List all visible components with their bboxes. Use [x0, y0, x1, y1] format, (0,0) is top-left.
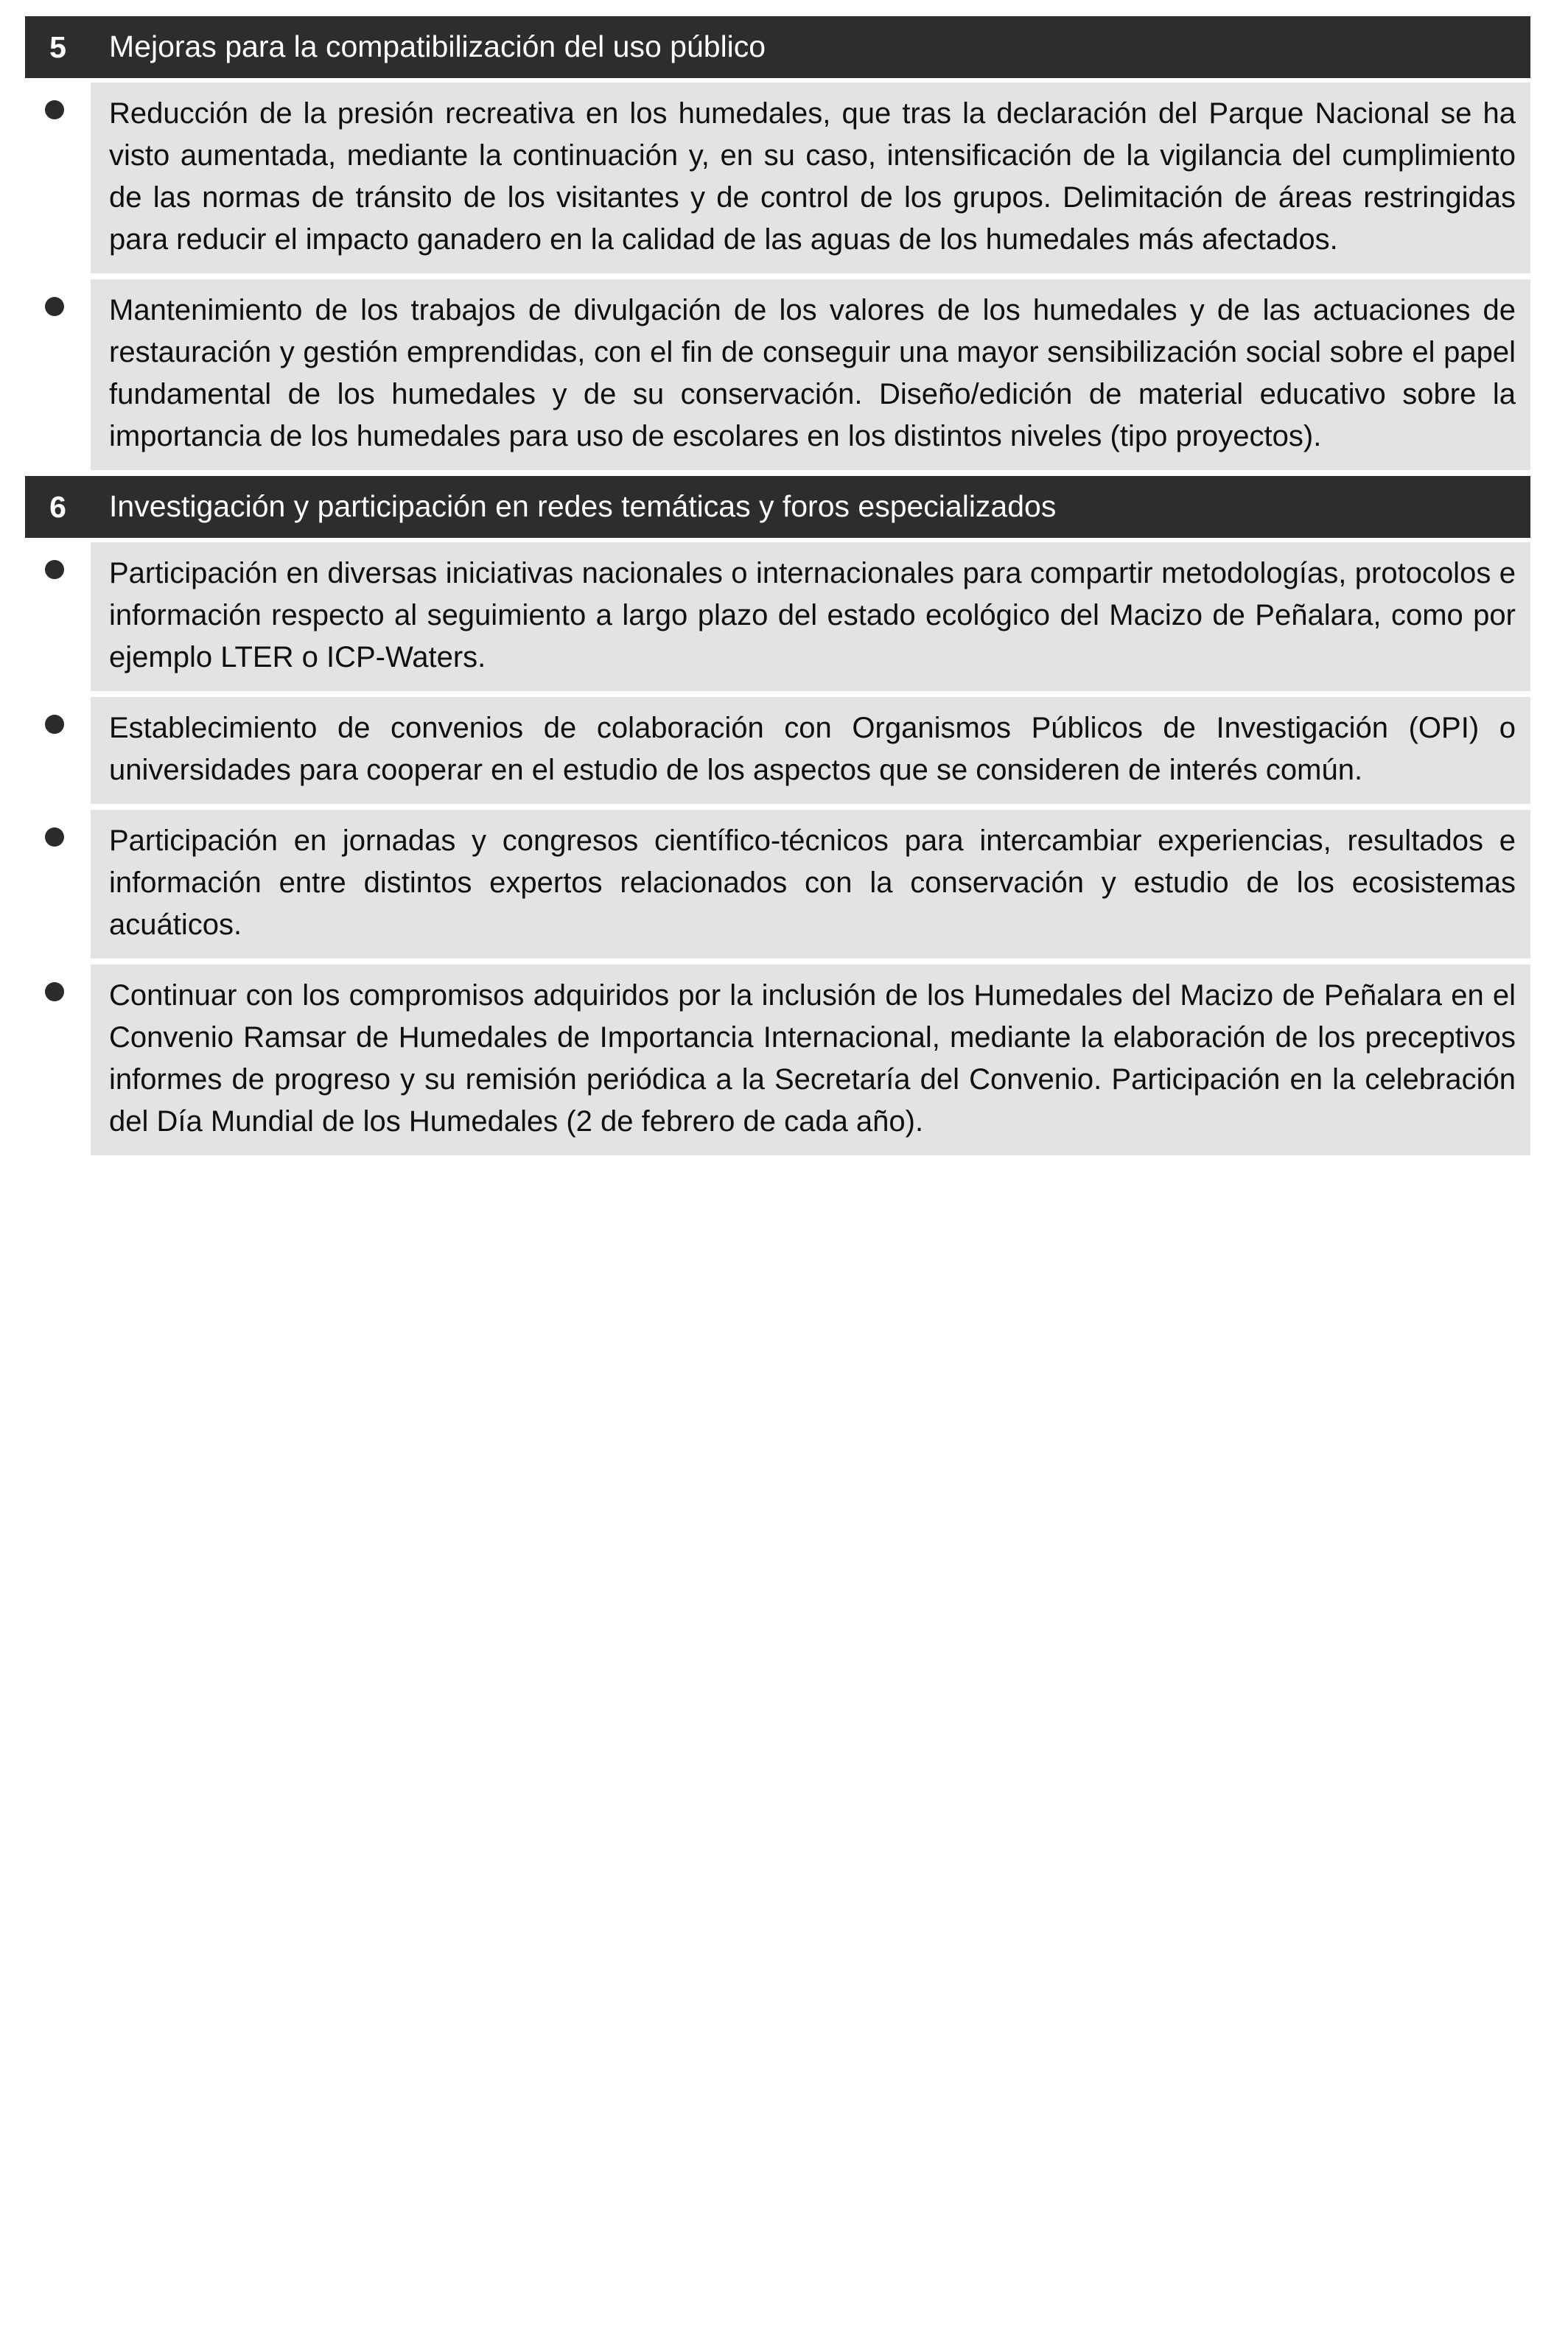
bullet-icon: [45, 560, 64, 579]
bullet-icon: [45, 827, 64, 847]
list-item: [25, 810, 1530, 959]
measures-table: [25, 16, 1530, 1155]
bullet-column: [25, 279, 91, 470]
measure-paragraph: Participación en jornadas y congresos científico-técnicos para intercambiar experiencias, resultados e información entre distintos expertos relacionados con la conservación y estudio de los ecosistemas acuáticos.: [91, 810, 1530, 959]
bullet-column: [25, 697, 91, 804]
bullet-column: [25, 83, 91, 273]
measure-paragraph: Continuar con los compromisos adquiridos por la inclusión de los Humedales del Macizo de Peñalara en el Convenio Ramsar de Humedales de Importancia Internacional, mediante la elaboración de los preceptivos informes de progreso y su remisión periódica a la Secretaría del Convenio. Participación en la celebración del Día Mundial de los Humedales (2 de febrero de cada año).: [91, 964, 1530, 1155]
bullet-icon: [45, 100, 64, 119]
section-header-5: [25, 16, 1530, 78]
list-item: [25, 697, 1530, 804]
measure-paragraph: Participación en diversas iniciativas nacionales o internacionales para compartir metodologías, protocolos e información respecto al seguimiento a largo plazo del estado ecológico del Macizo de Peñalara, como por ejemplo LTER o ICP-Waters.: [91, 542, 1530, 691]
bullet-icon: [45, 715, 64, 734]
measure-paragraph: Reducción de la presión recreativa en los humedales, que tras la declaración del Parque Nacional se ha visto aumentada, mediante la continuación y, en su caso, intensificación de la vigilancia del cumplimiento de las normas de tránsito de los visitantes y de control de los grupos. Delimitación de áreas restringidas para reducir el impacto ganadero en la calidad de las aguas de los humedales más afectados.: [91, 83, 1530, 273]
measure-paragraph: Establecimiento de convenios de colaboración con Organismos Públicos de Investigación (OPI) o universidades para cooperar en el estudio de los aspectos que se consideren de interés común.: [91, 697, 1530, 804]
section-title: Investigación y participación en redes temáticas y foros especializados: [109, 489, 1057, 524]
bullet-icon: [45, 982, 64, 1001]
bullet-column: [25, 964, 91, 1155]
list-item: [25, 83, 1530, 273]
bullet-column: [25, 542, 91, 691]
list-item: [25, 279, 1530, 470]
measure-paragraph: Mantenimiento de los trabajos de divulgación de los valores de los humedales y de las actuaciones de restauración y gestión emprendidas, con el fin de conseguir una mayor sensibilización social sobre el papel fundamental de los humedales y de su conservación. Diseño/edición de material educativo sobre la importancia de los humedales para uso de escolares en los distintos niveles (tipo proyectos).: [91, 279, 1530, 470]
section-number: 5: [49, 29, 66, 64]
list-item: [25, 542, 1530, 691]
section-number: 6: [49, 489, 66, 524]
bullet-icon: [45, 297, 64, 316]
section-title: Mejoras para la compatibilización del uso público: [109, 29, 766, 64]
section-header-6: [25, 476, 1530, 538]
bullet-column: [25, 810, 91, 959]
list-item: [25, 964, 1530, 1155]
